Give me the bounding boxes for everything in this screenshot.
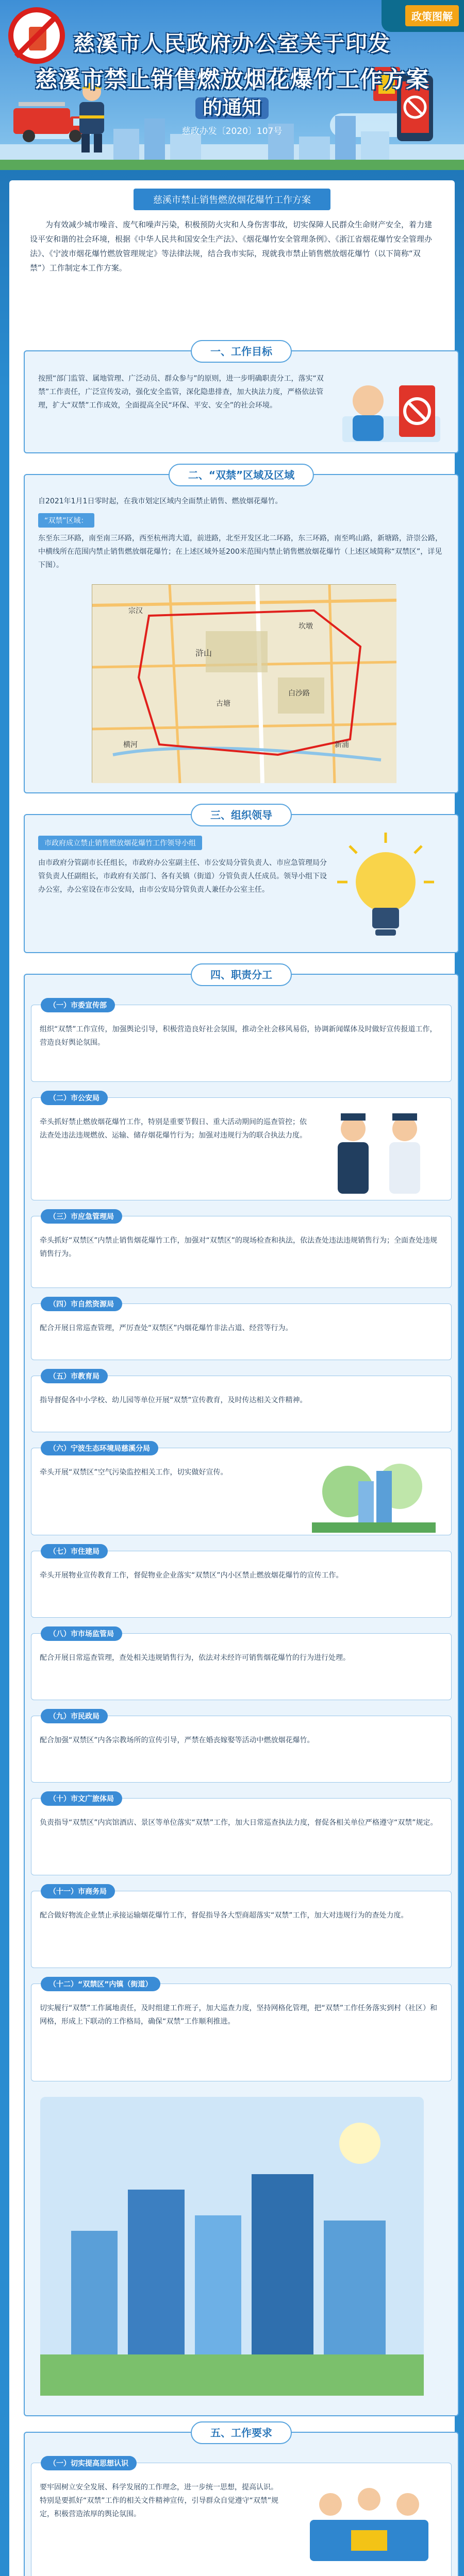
unit-name: （十二）“双禁区”内镇（街道）: [41, 1977, 160, 1991]
section-areas-date: 自2021年1月1日零时起，在我市划定区域内全面禁止销售、燃放烟花爆竹。: [38, 497, 283, 505]
unit-duty: 牵头开展“双禁区”空气污染监控相关工作，切实做好宣传。: [40, 1468, 228, 1477]
unit-duty: 牵头抓好禁止燃放烟花爆竹工作，特别是重要节假日、重大活动期间的巡查管控；依法查处违法违规燃放、运输、储存烟花爆竹行为；加强对违规行为的联合执法力度。: [40, 1118, 307, 1140]
unit-name: （一）市委宣传部: [41, 998, 115, 1012]
meeting-illustration: [300, 2473, 439, 2571]
section-areas-text: 东至东三环路，南至南三环路，西至杭州湾大道，前进路，北至开发区北二环路，东三环路，南至鸣山路，新塘路，浒崇公路，中横线所在范围内禁止销售燃放烟花爆竹；在上述区域外延200米范围内禁止销售燃放烟花爆竹（上述区域简称“双禁区”，详见下图）。: [38, 534, 442, 569]
unit-duty: 牵头开展物业宣传教育工作，督促物业企业落实“双禁区”内小区禁止燃放烟花爆竹的宣传工作。: [40, 1571, 343, 1580]
map-label: 宗汉: [128, 607, 143, 615]
hero-title-line2: 慈溪市禁止销售燃放烟花爆竹工作方案: [35, 67, 429, 92]
unit-name: （十一）市商务局: [41, 1884, 115, 1899]
unit-card: [31, 1300, 452, 1360]
hero-banner: [0, 0, 464, 170]
requirement-name: （一）切实提高思想认识: [41, 2456, 137, 2470]
unit-name: （二）市公安局: [41, 1091, 108, 1105]
unit-name: （五）市教育局: [41, 1369, 108, 1383]
policy-badge-label: 政策图解: [405, 5, 459, 26]
requirement-card: [31, 2460, 452, 2576]
unit-name: （六）宁波生态环境局慈溪分局: [41, 1441, 158, 1455]
section-goals: [24, 345, 459, 453]
unit-duty: 组织“双禁”工作宣传，加强舆论引导，积极营造良好社会氛围，推动全社会移风易俗，协调新闻媒体及时做好宣传报道工作，营造良好舆论氛围。: [40, 1025, 437, 1047]
unit-duty: 切实履行“双禁”工作属地责任，及时组建工作班子，加大巡查力度，坚持网格化管理，把“双禁”工作任务落实到村（社区）和网格，形成上下联动的工作格局，确保“双禁”工作顺利推进。: [40, 2004, 438, 2026]
unit-card: [31, 1980, 452, 2081]
unit-card: [31, 1372, 452, 1432]
area-map: [92, 584, 396, 783]
unit-name: （八）市市场监管局: [41, 1626, 122, 1641]
hero-title-line1: 慈溪市人民政府办公室关于印发: [73, 32, 391, 56]
unit-name: （四）市自然资源局: [41, 1297, 122, 1311]
section-leadership-heading: 三、组织领导: [191, 804, 292, 826]
police-officers-illustration: [322, 1108, 436, 1196]
section-goals-heading: 一、工作目标: [191, 340, 292, 363]
section-leadership: [24, 809, 459, 953]
hero-title-notice: 的通知: [195, 97, 269, 119]
unit-duty: 指导督促各中小学校、幼儿园等单位开展“双禁”宣传教育，及时传达相关文件精神。: [40, 1396, 307, 1404]
unit-card: [31, 1002, 452, 1082]
map-label: 浒山: [195, 648, 212, 658]
leadership-tag-wrapper: [38, 836, 202, 850]
plan-title-ribbon: 慈溪市禁止销售燃放烟花爆竹工作方案: [134, 189, 330, 210]
unit-card: [31, 1213, 452, 1288]
leadership-tag: 市政府成立禁止销售燃放烟花爆竹工作领导小组: [38, 836, 202, 850]
unit-name: （七）市住建局: [41, 1544, 108, 1558]
unit-duty: 负责指导“双禁区”内宾馆酒店、景区等单位落实“双禁”工作，加大日常巡查执法力度，督促各相关单位严格遵守“双禁”规定。: [40, 1819, 438, 1827]
areas-tag-wrapper: [38, 513, 94, 528]
map-label: 新浦: [335, 741, 349, 749]
unit-card: [31, 1548, 452, 1618]
unit-name: （三）市应急管理局: [41, 1209, 122, 1224]
requirement-text: 要牢固树立安全发展、科学发展的工作理念，进一步统一思想，提高认识。特别是要抓好“双禁”工作的相关文件精神宣传，引导群众自觉遵守“双禁”规定，积极营造浓厚的舆论氛围。: [40, 2483, 279, 2518]
section-responsibilities-heading: 四、职责分工: [191, 963, 292, 986]
goals-illustration: [337, 370, 445, 447]
unit-duty: 配合开展日常巡查管理，查处相关违规销售行为，依法对未经许可销售烟花爆竹的行为进行处理。: [40, 1654, 350, 1662]
unit-duty: 配合做好物流企业禁止承接运输烟花爆竹工作，督促指导各大型商超落实“双禁”工作，加大对违规行为的查处力度。: [40, 1911, 408, 1920]
content-card: [9, 180, 455, 2576]
map-label: 白沙路: [288, 689, 310, 698]
unit-card: [31, 1094, 452, 1200]
unit-duty: 牵头抓好“双禁区”内禁止销售烟花爆竹工作，加强对“双禁区”的现场检查和执法，依法查处违法违规销售行为；全面查处违规销售行为。: [40, 1236, 438, 1258]
intro-paragraph: 为有效减少城市噪音、废气和噪声污染，积极预防火灾和人身伤害事故，切实保障人民群众生命财产安全，着力建设平安和谐的社会环境，根据《中华人民共和国安全生产法》、《烟花爆竹安全管理条例》、《浙江省烟花爆竹安全管理办法》、《宁波市烟花爆竹燃放管理规定》等法律法规，结合我市实际，现就我市禁止销售燃放烟花爆竹（以下简称“双禁”）工作制定本工作方案。: [30, 220, 433, 273]
unit-card: [31, 1795, 452, 1875]
map-label: 横河: [123, 741, 138, 749]
document-number: 慈政办发〔2020〕107号: [181, 126, 283, 137]
section-goals-text: 按照“部门监管、属地管理、广泛动员、群众参与”的原则，进一步明确职责分工，落实“双禁”工作责任，广泛宣传发动，强化安全监管，深化隐患排查，加大执法力度，严格依法管理，扩大“双禁”工作成效，全面提高全民“环保、平安、安全”的社会环境。: [38, 375, 324, 410]
unit-card: [31, 1888, 452, 1968]
unit-duty: 配合加强“双禁区”内各宗教场所的宣传引导，严禁在婚丧嫁娶等活动中燃放烟花爆竹。: [40, 1736, 314, 1744]
lightbulb-icon: [334, 831, 437, 944]
unit-card: [31, 1630, 452, 1700]
unit-duty: 配合开展日常巡查管理，严厉查处“双禁区”内烟花爆竹非法占道、经营等行为。: [40, 1324, 293, 1332]
unit-card: [31, 1713, 452, 1783]
areas-tag: “双禁”区域：: [38, 513, 94, 528]
section-leadership-text: 由市政府分管副市长任组长，市政府办公室副主任、市公安局分管负责人、市应急管理局分管负责人任副组长，市政府有关部门、各有关镇（街道）分管负责人任成员。领导小组下设办公室，办公室设在市公安局，由市公安局分管负责人兼任办公室主任。: [38, 859, 327, 894]
map-label: 古塘: [216, 700, 230, 708]
unit-name: （十）市文广旅体局: [41, 1791, 122, 1806]
hero-title-line3: [0, 92, 464, 120]
city-night-illustration: [40, 2097, 424, 2396]
section-requirements-heading: 五、工作要求: [191, 2421, 292, 2444]
unit-card: [31, 1445, 452, 1535]
unit-name: （九）市民政局: [41, 1709, 108, 1723]
section-areas: [24, 469, 459, 793]
map-label: 坎墩: [299, 622, 313, 631]
section-areas-heading: 二、“双禁”区域及区域: [169, 464, 314, 486]
green-city-illustration: [312, 1455, 436, 1533]
